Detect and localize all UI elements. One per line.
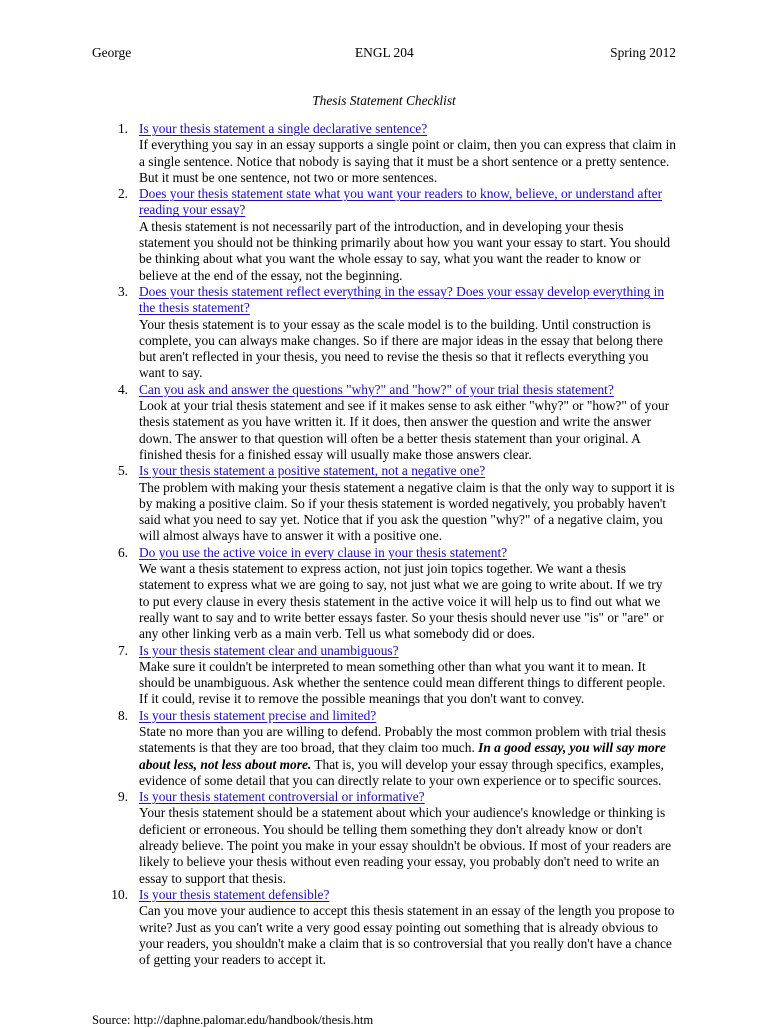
header-term: Spring 2012 — [610, 45, 676, 60]
item-number: 3. — [117, 283, 128, 299]
checklist-item — [92, 708, 676, 789]
item-number: 1. — [117, 121, 128, 136]
item-body: A thesis statement is not necessarily part of the introduction, and in developing your thesis statement you should not be thinking primarily about how you want your essay to start. You should be thinking about what you want the whole essay to say, what you want the reader to know or believe at the end of the essay, not the beginning. — [139, 218, 671, 283]
item-body-emphasis: In a good essay, you will say more about less, not less about more. — [139, 740, 666, 772]
checklist-item — [92, 284, 676, 382]
item-question-link[interactable]: Is your thesis statement a positive statement, not a negative one? — [139, 463, 486, 479]
item-body: If everything you say in an essay supports a single point or claim, then you can express that claim in a single sentence. Notice that nobody is saying that it must be a short sentence or a pretty sentence. But it must be one sentence, not two or more sentences. — [139, 137, 676, 185]
item-body: Make sure it couldn't be interpreted to mean something other than what you want it to mean. It should be unambiguous. Ask whether the sentence could mean different things to different people. If it could, revise it to remove the possible meanings that you don't want to convey. — [139, 658, 666, 707]
header-course: ENGL 204 — [355, 45, 414, 60]
page-header — [92, 45, 676, 63]
item-number: 10. — [111, 886, 128, 902]
item-number: 8. — [117, 707, 128, 723]
checklist-item — [92, 121, 676, 186]
checklist-item — [92, 643, 676, 708]
document-title: Thesis Statement Checklist — [312, 93, 456, 108]
item-body: Your thesis statement is to your essay as the scale model is to the building. Until construction is complete, you can always make changes. So if there are major ideas in the essay that belong there but aren't reflected in your thesis, you need to revise the thesis so that it reflects everything you want to say. — [139, 316, 663, 381]
checklist-item — [92, 789, 676, 887]
item-question-link[interactable]: Is your thesis statement controversial or informative? — [139, 789, 425, 805]
item-question-link[interactable]: Do you use the active voice in every clause in your thesis statement? — [139, 544, 508, 560]
checklist-item — [92, 382, 676, 463]
header-author: George — [92, 45, 132, 60]
item-body — [139, 724, 676, 789]
item-question-link[interactable]: Is your thesis statement a single declarative sentence? — [139, 121, 428, 136]
item-body-text: State no more than you are willing to defend. Probably the most common problem with trial thesis statements is that they are too broad, that they claim too much. — [139, 723, 666, 756]
item-question-link[interactable]: Does your thesis statement reflect everything in the essay? Does your essay develop everything in the thesis statement? — [139, 283, 665, 316]
checklist-item — [92, 887, 676, 968]
item-body-text: That is, you will develop your essay through specifics, examples, evidence of some detail that you can directly relate to your own experience or to specific sources. — [139, 756, 664, 788]
item-number: 6. — [117, 544, 128, 560]
item-question-link[interactable]: Can you ask and answer the questions "why?" and "how?" of your trial thesis statement? — [139, 381, 614, 397]
checklist-item — [92, 463, 676, 544]
item-question-link[interactable]: Is your thesis statement defensible? — [139, 886, 330, 902]
item-number: 9. — [117, 789, 128, 805]
checklist — [92, 121, 676, 968]
item-question-link[interactable]: Is your thesis statement clear and unambiguous? — [139, 642, 399, 658]
item-number: 2. — [117, 186, 128, 202]
checklist-item — [92, 186, 676, 284]
item-body: We want a thesis statement to express action, not just join topics together. We want a thesis statement to express what we are going to say, not just what we are going to write about. If we try to put every clause in every thesis statement in the active voice it will help us to find out what we really want to say and to write better essays faster. So your thesis should never use "is" or "are" or any other linking verb as a main verb. Tell us what somebody did or does. — [139, 561, 664, 642]
item-body: The problem with making your thesis statement a negative claim is that the only way to support it is by making a positive claim. So if your thesis statement is worded negatively, you probably haven't said what you need to say yet. Notice that if you ask the question "why?" of a negative claim, you will almost always have to answer it with a positive one. — [139, 479, 675, 544]
item-question-link[interactable]: Is your thesis statement precise and limited? — [139, 707, 377, 723]
checklist-item — [92, 545, 676, 643]
item-number: 4. — [117, 381, 128, 397]
source-citation: Source: http://daphne.palomar.edu/handbook/thesis.htm — [92, 1013, 374, 1027]
item-question-link[interactable]: Does your thesis statement state what you want your readers to know, believe, or understand after reading your essay? — [139, 186, 663, 218]
item-body: Look at your trial thesis statement and see if it makes sense to ask either "why?" or "how?" of your thesis statement as you have written it. If it does, then answer the question and write the answer down. The answer to that question will often be a better thesis statement than your original. A finished thesis for a finished essay will usually make those answers clear. — [139, 398, 670, 462]
item-number: 7. — [117, 642, 128, 658]
item-number: 5. — [117, 463, 128, 479]
item-body: Can you move your audience to accept this thesis statement in an essay of the length you propose to write? Just as you can't write a very good essay pointing out something that is already obvious to your readers, you shouldn't make a claim that is so controversial that you really don't have a chance of getting your readers to accept it. — [139, 903, 675, 968]
item-body: Your thesis statement should be a statement about which your audience's knowledge or thinking is deficient or erroneous. You should be telling them something they don't already know or don't already believe. The point you make in your essay shouldn't be obvious. If most of your readers are likely to believe your thesis without even reading your essay, you probably don't need to write an essay to support that thesis. — [139, 805, 672, 886]
